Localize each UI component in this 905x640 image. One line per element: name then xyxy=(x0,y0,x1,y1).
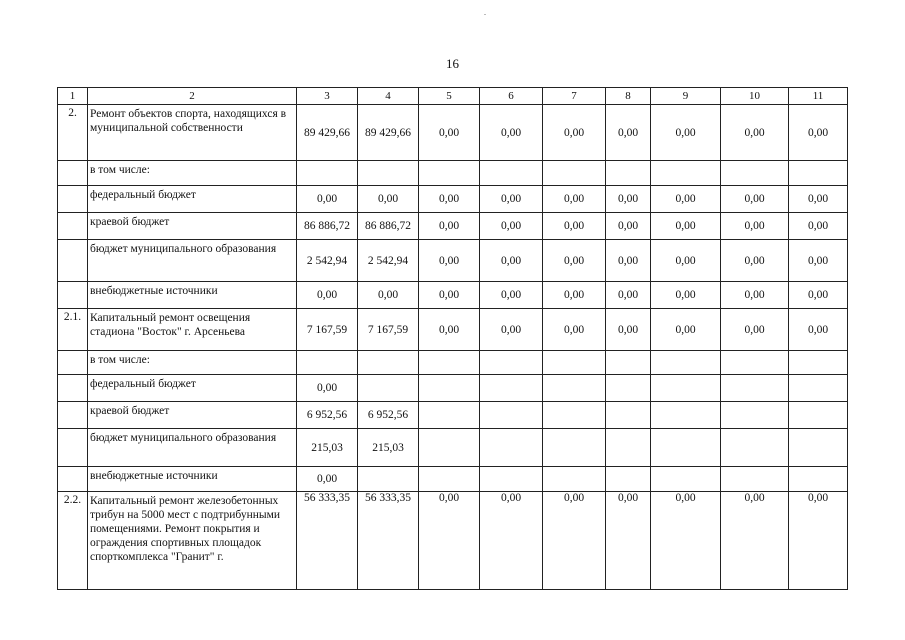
cell-value: 0,00 xyxy=(480,309,543,351)
cell-value xyxy=(480,351,543,375)
cell-value xyxy=(789,351,848,375)
cell-value xyxy=(358,351,419,375)
cell-value: 0,00 xyxy=(651,282,721,309)
cell-value: 0,00 xyxy=(480,105,543,161)
cell-value: 0,00 xyxy=(358,282,419,309)
cell-value: 0,00 xyxy=(606,105,651,161)
cell-value: 0,00 xyxy=(721,282,789,309)
cell-value: 0,00 xyxy=(480,492,543,590)
cell-value: 0,00 xyxy=(789,282,848,309)
cell-value: 0,00 xyxy=(651,240,721,282)
row-name: краевой бюджет xyxy=(88,213,297,240)
column-header: 8 xyxy=(606,88,651,105)
cell-value: 56 333,35 xyxy=(358,492,419,590)
cell-value: 0,00 xyxy=(543,492,606,590)
row-number xyxy=(58,240,88,282)
cell-value: 2 542,94 xyxy=(297,240,358,282)
cell-value: 0,00 xyxy=(651,309,721,351)
cell-value: 0,00 xyxy=(297,375,358,402)
cell-value xyxy=(789,467,848,492)
row-name: бюджет муниципального образования xyxy=(88,429,297,467)
cell-value: 0,00 xyxy=(543,309,606,351)
row-number xyxy=(58,467,88,492)
cell-value xyxy=(789,161,848,186)
cell-value xyxy=(480,375,543,402)
column-header: 2 xyxy=(88,88,297,105)
table-row xyxy=(58,467,848,492)
cell-value: 7 167,59 xyxy=(358,309,419,351)
cell-value xyxy=(480,467,543,492)
row-number xyxy=(58,351,88,375)
cell-value: 0,00 xyxy=(297,186,358,213)
cell-value: 0,00 xyxy=(721,240,789,282)
cell-value: 0,00 xyxy=(606,492,651,590)
cell-value xyxy=(606,467,651,492)
column-header: 11 xyxy=(789,88,848,105)
row-name: в том числе: xyxy=(88,351,297,375)
cell-value xyxy=(606,429,651,467)
row-name: внебюджетные источники xyxy=(88,467,297,492)
cell-value: 0,00 xyxy=(480,213,543,240)
table-row xyxy=(58,375,848,402)
cell-value xyxy=(721,161,789,186)
cell-value: 0,00 xyxy=(543,186,606,213)
cell-value xyxy=(651,402,721,429)
cell-value: 0,00 xyxy=(543,213,606,240)
cell-value xyxy=(480,429,543,467)
table-row xyxy=(58,351,848,375)
column-header: 9 xyxy=(651,88,721,105)
row-name: в том числе: xyxy=(88,161,297,186)
cell-value: 0,00 xyxy=(419,186,480,213)
cell-value xyxy=(358,375,419,402)
row-number xyxy=(58,429,88,467)
cell-value: 0,00 xyxy=(297,282,358,309)
cell-value: 89 429,66 xyxy=(358,105,419,161)
cell-value: 0,00 xyxy=(543,105,606,161)
column-header: 3 xyxy=(297,88,358,105)
cell-value xyxy=(543,161,606,186)
cell-value xyxy=(789,429,848,467)
cell-value: 86 886,72 xyxy=(358,213,419,240)
cell-value: 0,00 xyxy=(480,240,543,282)
row-number xyxy=(58,375,88,402)
cell-value: 0,00 xyxy=(297,467,358,492)
cell-value xyxy=(358,161,419,186)
cell-value xyxy=(419,351,480,375)
cell-value: 0,00 xyxy=(419,213,480,240)
row-number xyxy=(58,161,88,186)
table-row xyxy=(58,161,848,186)
cell-value: 0,00 xyxy=(480,186,543,213)
row-name: внебюджетные источники xyxy=(88,282,297,309)
column-header: 7 xyxy=(543,88,606,105)
row-number: 2.2. xyxy=(58,492,88,590)
cell-value xyxy=(606,161,651,186)
column-header: 4 xyxy=(358,88,419,105)
cell-value xyxy=(721,467,789,492)
cell-value xyxy=(789,402,848,429)
cell-value: 6 952,56 xyxy=(297,402,358,429)
cell-value: 0,00 xyxy=(789,492,848,590)
cell-value xyxy=(651,467,721,492)
cell-value: 56 333,35 xyxy=(297,492,358,590)
cell-value: 0,00 xyxy=(419,240,480,282)
cell-value: 215,03 xyxy=(358,429,419,467)
table-row xyxy=(58,429,848,467)
column-header: 5 xyxy=(419,88,480,105)
table-row xyxy=(58,213,848,240)
cell-value xyxy=(419,402,480,429)
row-number xyxy=(58,213,88,240)
cell-value: 0,00 xyxy=(789,309,848,351)
cell-value: 7 167,59 xyxy=(297,309,358,351)
cell-value: 0,00 xyxy=(358,186,419,213)
cell-value: 0,00 xyxy=(606,309,651,351)
cell-value: 0,00 xyxy=(419,105,480,161)
cell-value: 0,00 xyxy=(480,282,543,309)
cell-value: 6 952,56 xyxy=(358,402,419,429)
cell-value: 0,00 xyxy=(651,186,721,213)
cell-value xyxy=(358,467,419,492)
cell-value: 0,00 xyxy=(789,240,848,282)
cell-value xyxy=(721,402,789,429)
cell-value xyxy=(419,375,480,402)
cell-value xyxy=(721,375,789,402)
cell-value xyxy=(419,467,480,492)
row-number: 2. xyxy=(58,105,88,161)
cell-value: 0,00 xyxy=(606,186,651,213)
cell-value: 0,00 xyxy=(721,105,789,161)
cell-value xyxy=(789,375,848,402)
cell-value: 0,00 xyxy=(606,282,651,309)
cell-value xyxy=(651,429,721,467)
cell-value xyxy=(651,375,721,402)
table-row xyxy=(58,402,848,429)
cell-value xyxy=(297,351,358,375)
cell-value xyxy=(480,161,543,186)
cell-value: 2 542,94 xyxy=(358,240,419,282)
cell-value: 89 429,66 xyxy=(297,105,358,161)
cell-value: 0,00 xyxy=(419,282,480,309)
cell-value xyxy=(606,375,651,402)
row-number xyxy=(58,282,88,309)
cell-value xyxy=(721,429,789,467)
cell-value: 0,00 xyxy=(789,186,848,213)
row-name: бюджет муниципального образования xyxy=(88,240,297,282)
cell-value: 0,00 xyxy=(651,213,721,240)
row-number xyxy=(58,186,88,213)
row-name: Ремонт объектов спорта, находящихся в муниципальной собственности xyxy=(88,105,297,161)
cell-value xyxy=(543,402,606,429)
cell-value xyxy=(543,375,606,402)
column-header: 6 xyxy=(480,88,543,105)
row-number xyxy=(58,402,88,429)
table-row xyxy=(58,240,848,282)
cell-value xyxy=(651,351,721,375)
cell-value: 0,00 xyxy=(419,309,480,351)
cell-value: 0,00 xyxy=(606,213,651,240)
cell-value xyxy=(651,161,721,186)
cell-value: 0,00 xyxy=(721,213,789,240)
row-name: федеральный бюджет xyxy=(88,375,297,402)
cell-value xyxy=(543,429,606,467)
table-row xyxy=(58,186,848,213)
cell-value xyxy=(543,467,606,492)
cell-value xyxy=(297,161,358,186)
cell-value: 0,00 xyxy=(651,105,721,161)
cell-value: 0,00 xyxy=(419,492,480,590)
cell-value xyxy=(606,351,651,375)
cell-value: 215,03 xyxy=(297,429,358,467)
cell-value: 0,00 xyxy=(543,240,606,282)
cell-value xyxy=(419,429,480,467)
cell-value: 0,00 xyxy=(543,282,606,309)
cell-value xyxy=(419,161,480,186)
cell-value xyxy=(721,351,789,375)
table-row xyxy=(58,492,848,590)
cell-value: 0,00 xyxy=(789,105,848,161)
cell-value: 0,00 xyxy=(651,492,721,590)
cell-value: 0,00 xyxy=(721,309,789,351)
cell-value: 0,00 xyxy=(721,492,789,590)
table-row xyxy=(58,309,848,351)
row-name: краевой бюджет xyxy=(88,402,297,429)
row-number: 2.1. xyxy=(58,309,88,351)
cell-value: 0,00 xyxy=(606,240,651,282)
column-header: 1 xyxy=(58,88,88,105)
column-header: 10 xyxy=(721,88,789,105)
budget-table xyxy=(57,87,848,590)
cell-value xyxy=(480,402,543,429)
row-name: Капитальный ремонт железобетонных трибун на 5000 мест с подтрибунными помещениями. Ремонт покрытия и ограждения спортивных площадок спорткомплекса "Гранит" г. xyxy=(88,492,297,590)
row-name: Капитальный ремонт освещения стадиона "Восток" г. Арсеньева xyxy=(88,309,297,351)
row-name: федеральный бюджет xyxy=(88,186,297,213)
header-row xyxy=(58,88,848,105)
cell-value xyxy=(543,351,606,375)
cell-value xyxy=(606,402,651,429)
cell-value: 0,00 xyxy=(789,213,848,240)
cell-value: 0,00 xyxy=(721,186,789,213)
scan-speck xyxy=(484,14,486,15)
cell-value: 86 886,72 xyxy=(297,213,358,240)
table-row xyxy=(58,282,848,309)
page-number: 16 xyxy=(446,56,459,71)
table-row xyxy=(58,105,848,161)
